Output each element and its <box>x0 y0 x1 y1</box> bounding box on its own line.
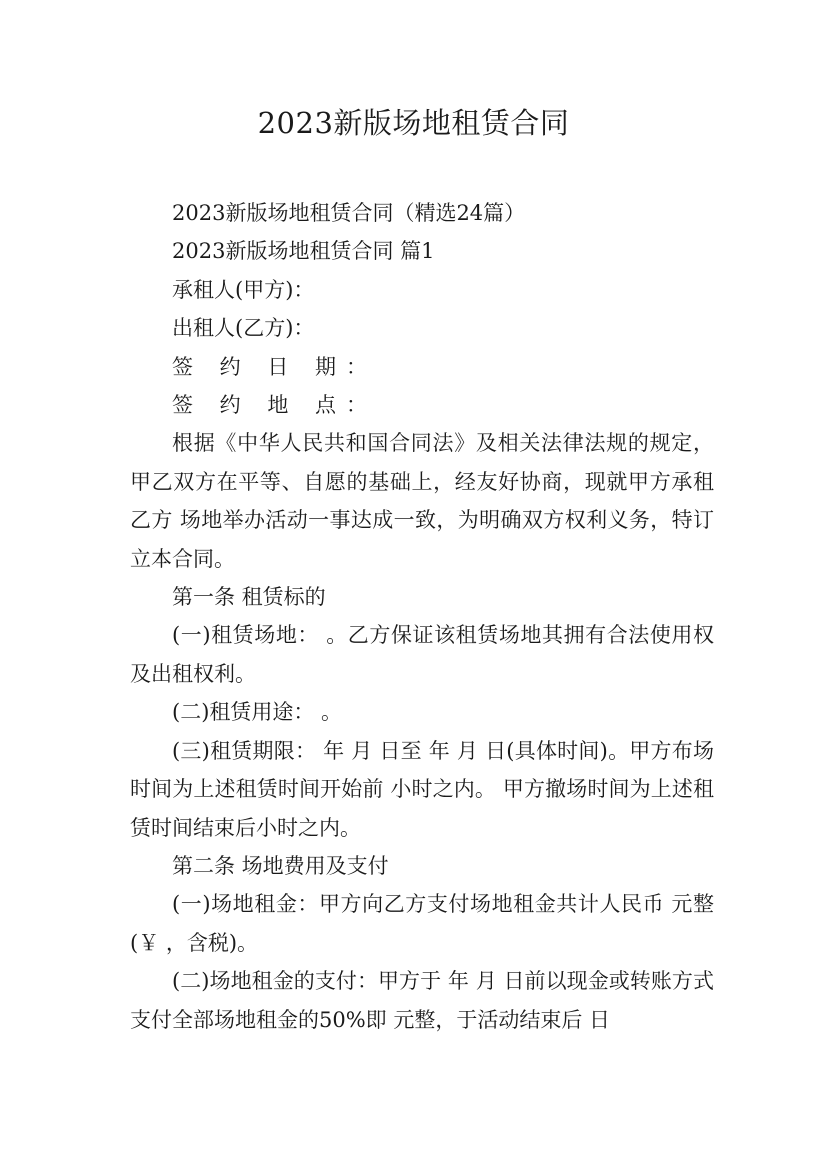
signing-place-line: 签 约 地 点： <box>172 393 378 418</box>
preamble-paragraph: 根据《中华人民共和国合同法》及相关法律法规的规定，甲乙双方在平等、自愿的基础上，经友好协商，现就甲方承租乙方 场地举办活动一事达成一致，为明确双方权利义务，特订立本合同。 <box>130 431 714 571</box>
signing-date-line: 签 约 日 期： <box>172 354 378 379</box>
article-1-item-2: (二)租赁用途： 。 <box>172 700 343 725</box>
document-title: 2023新版场地租赁合同 <box>257 106 570 140</box>
article-1-item-3: (三)租赁期限： 年 月 日至 年 月 日(具体时间)。甲方布场时间为上述租赁时间开始前 小时之内。 甲方撤场时间为上述租赁时间结束后小时之内。 <box>130 738 714 840</box>
lessor-line: 出租人(乙方)： <box>172 316 315 341</box>
article-2-item-2: (二)场地租金的支付：甲方于 年 月 日前以现金或转账方式支付全部场地租金的50%即 元整，于活动结束后 日 <box>130 969 714 1032</box>
section-heading: 2023新版场地租赁合同 篇1 <box>172 239 435 264</box>
document-body <box>130 194 714 1039</box>
article-2-item-1: (一)场地租金：甲方向乙方支付场地租金共计人民币 元整(￥ ，含税)。 <box>130 892 714 955</box>
article-1-heading: 第一条 租赁标的 <box>172 585 326 610</box>
lessee-line: 承租人(甲方)： <box>172 277 315 302</box>
article-2-heading: 第二条 场地费用及支付 <box>172 853 389 878</box>
subtitle-paragraph: 2023新版场地租赁合同（精选24篇） <box>172 201 526 225</box>
article-1-item-1: (一)租赁场地： 。乙方保证该租赁场地其拥有合法使用权及出租权利。 <box>130 623 714 686</box>
